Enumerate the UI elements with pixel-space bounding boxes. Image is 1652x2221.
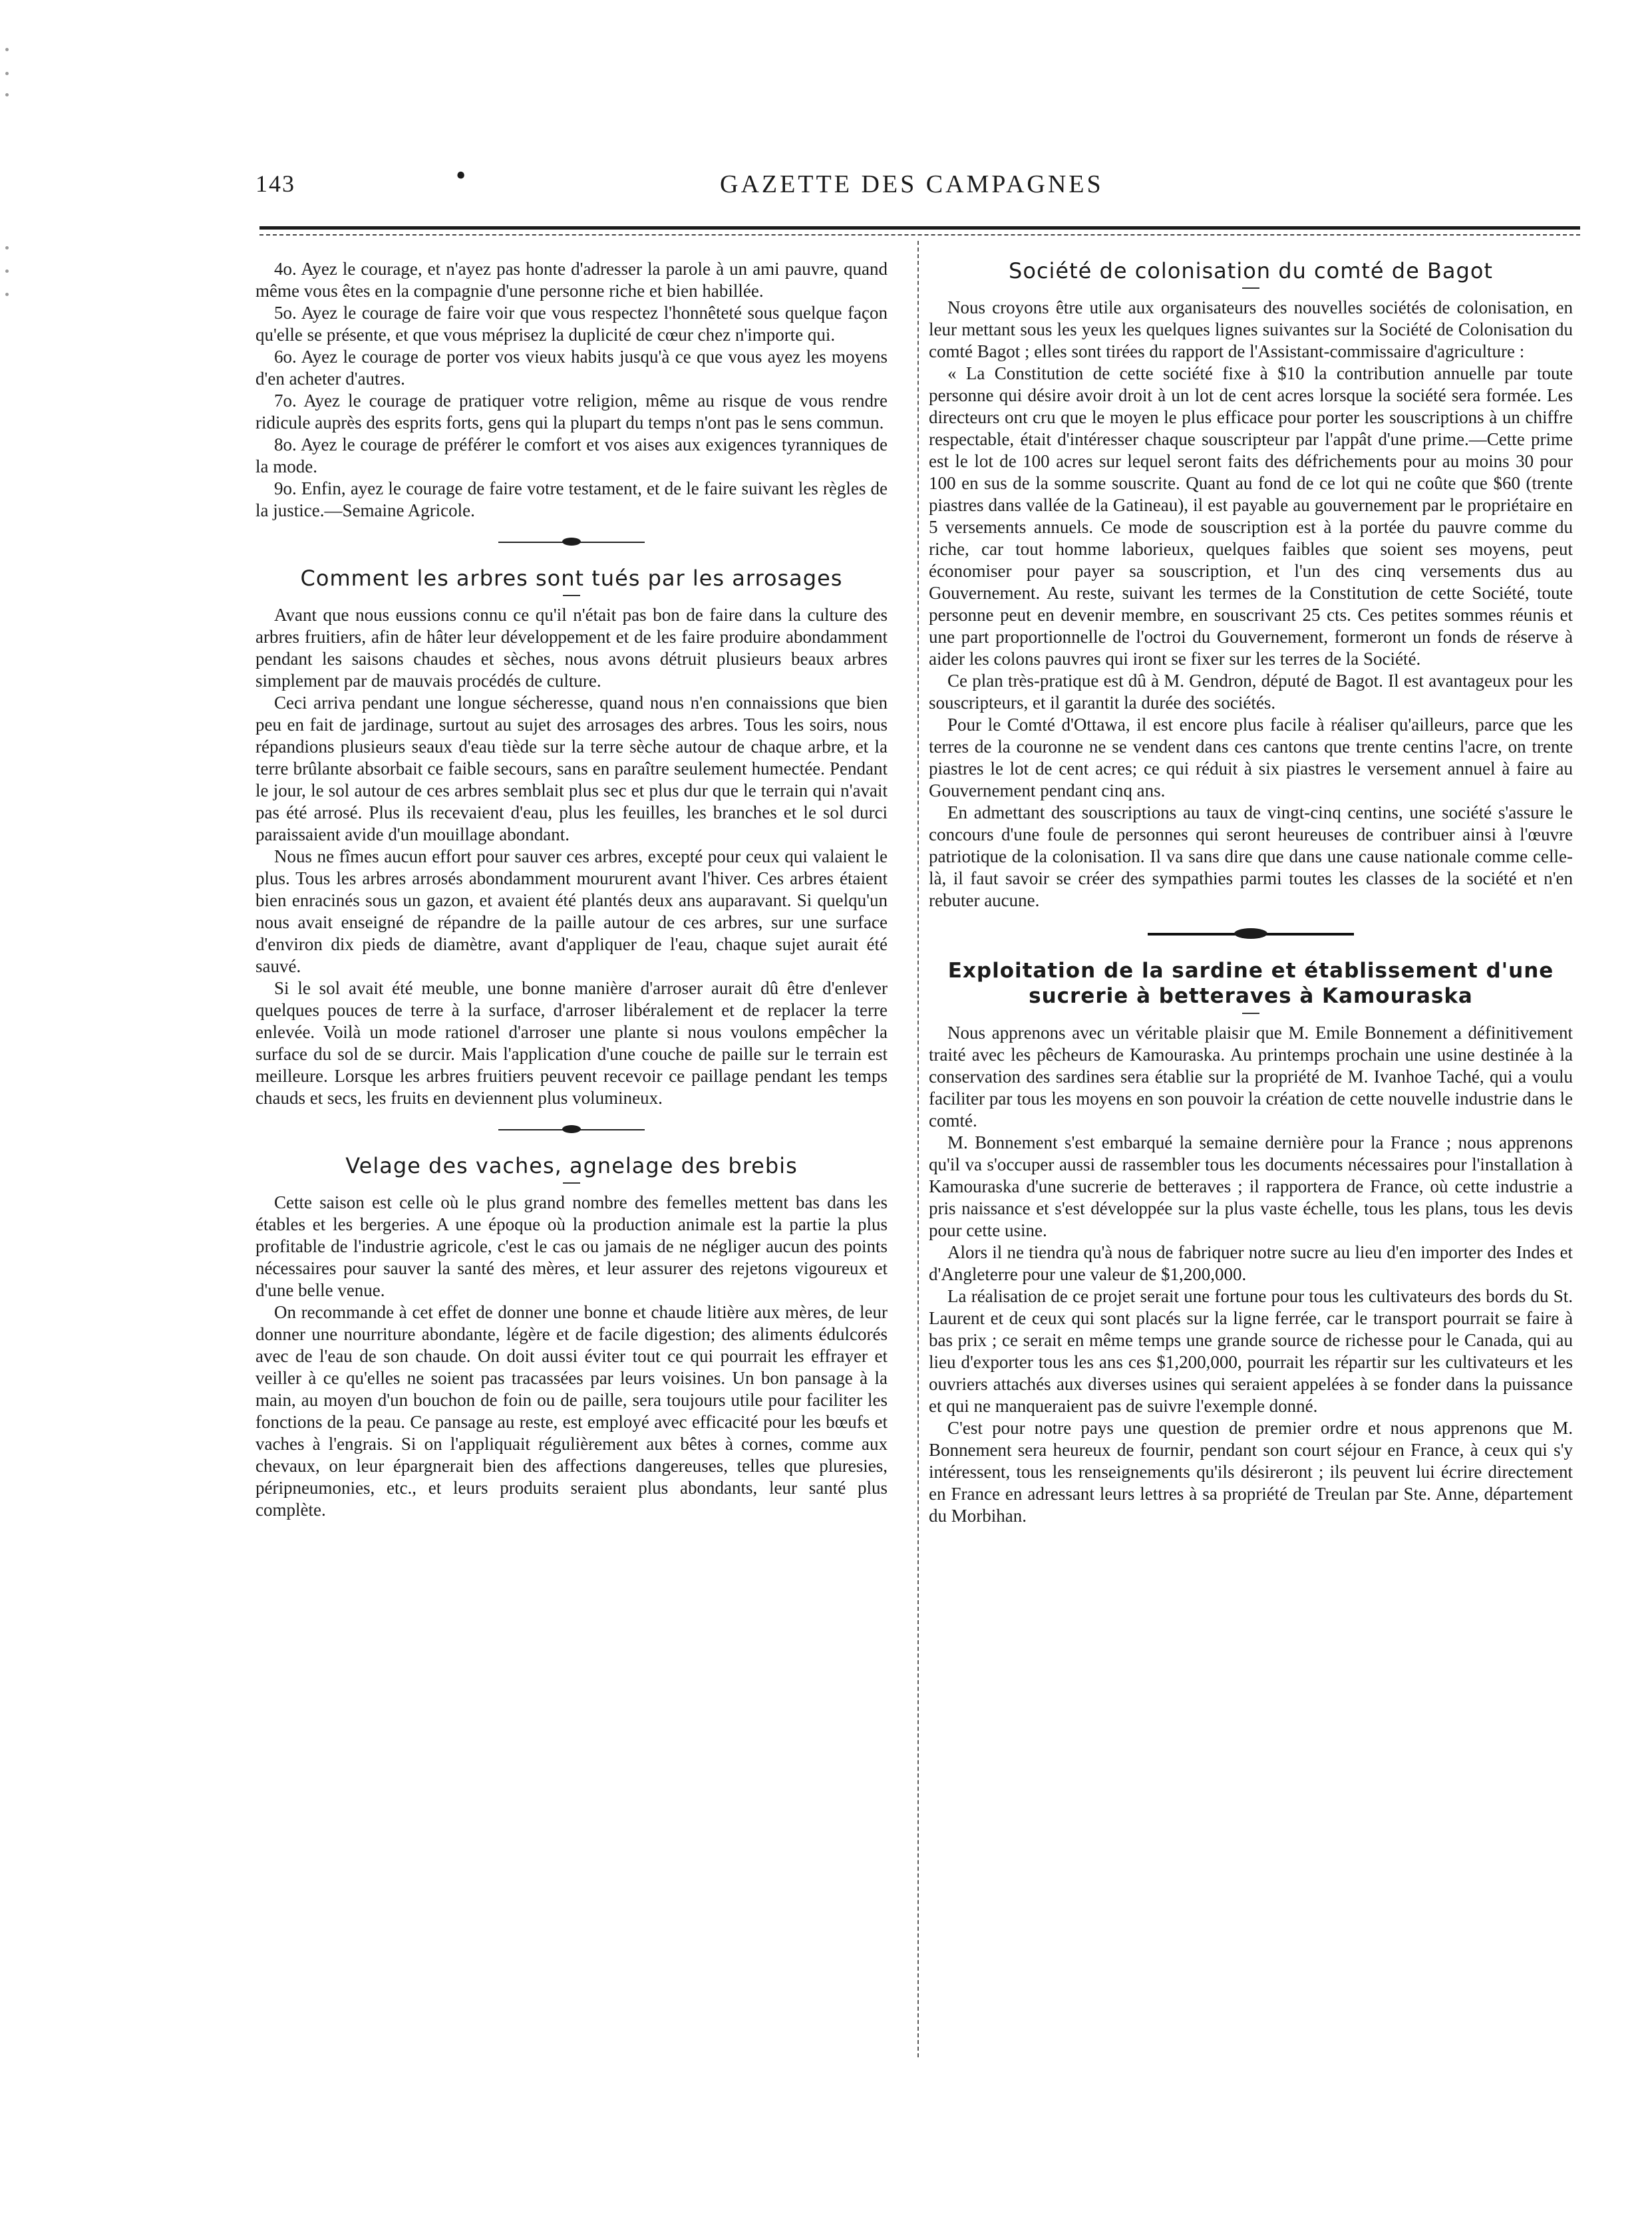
margin-speck [5, 269, 9, 273]
section-ornament [498, 1126, 645, 1133]
section-ornament [498, 539, 645, 546]
paragraph: M. Bonnement s'est embarqué la semaine dernière pour la France ; nous apprenons qu'il va s'occuper aussi de rassembler tous les documents nécessaires pour l'installation à Kamouraska d'une sucrerie de betteraves ; il rapportera de France, où cette industrie a pris naissance et s'est développée sur la plus vaste échelle, tous les plans, tous les devis pour cette usine. [929, 1132, 1573, 1240]
margin-speck [5, 93, 9, 96]
margin-speck [5, 246, 9, 250]
paragraph: Avant que nous eussions connu ce qu'il n'était pas bon de faire dans la culture des arbres fruitiers, afin de hâter leur développement et de les faire produire abondamment pendant les saisons chaudes et sèches, nous avons détruit plusieurs beaux arbres simplement par de mauvais procédés de culture. [255, 605, 888, 691]
paragraph: On recommande à cet effet de donner une bonne et chaude litière aux mères, de leur donner une nourriture abondante, légère et de facile digestion; des aliments édulcorés avec de l'eau de son chaude. On doit aussi éviter tout ce qui pourrait les effrayer et veiller à ce qu'elles ne soient pas tracassées par leurs voisines. Un bon pansage à la main, au moyen d'un bouchon de foin ou de paille, sera toujours utile pour faciliter les fonctions de la peau. Ce pansage au reste, est employé avec efficacité pour les bœufs et vaches à l'engrais. Si on l'appliquait régulièrement aux bêtes à cornes, comme aux chevaux, on leur épargnerait bien des affections dangereuses, telles que pluresies, péripneumonies, etc., et leurs produits seraient plus abondants, leur santé plus complète. [255, 1302, 888, 1520]
paragraph: C'est pour notre pays une question de premier ordre et nous apprenons que M. Bonnement sera heureux de fournir, pendant son court séjour en France, à ceux qui s'y intéressent, tous les renseignements qu'ils désireront ; ils peuvent lui écrire directement en France en adressant leurs lettres à sa propriété de Treulan par Ste. Anne, département du Morbihan. [929, 1418, 1573, 1526]
paragraph: Pour le Comté d'Ottawa, il est encore plus facile à réaliser qu'ailleurs, parce que les terres de la couronne ne se vendent dans ces cantons que trente centins l'acre, on trente piastres le lot de cent acres; ce qui réduit à six piastres le versement annuel à faire au Gouvernement pendant cinq ans. [929, 715, 1573, 800]
section-ornament [1148, 929, 1354, 938]
running-title: GAZETTE DES CAMPAGNES [720, 170, 1104, 198]
paragraph: Ceci arriva pendant une longue sécheresse, quand nous n'en connaissions que bien peu en fait de jardinage, surtout au sujet des arrosages des arbres. Tous les soirs, nous répandions plusieurs seaux d'eau tiède sur la terre sèche autour de chaque arbre, et la terre brûlante absorbait ce faible secours, sans en paraître seulement humectée. Pendant le jour, le sol autour de ces arbres semblait plus sec et plus dur que le terrain qui n'avait pas été arrosé. Plus ils recevaient d'eau, plus les feuilles, les branches et le sol durci paraissaient avide d'un mouillage abondant. [255, 693, 888, 844]
paragraph: En admettant des souscriptions au taux de vingt-cinq centins, une société s'assure le concours d'une foule de personnes qui seront heureuses de contribuer ainsi à l'œuvre patriotique de la colonisation. Il va sans dire que dans une cause nationale comme celle-là, il faut savoir se créer des sympathies parmi toutes les classes de la société et n'en rebuter aucune. [929, 802, 1573, 910]
article-title: Exploitation de la sardine et établissement d'une sucrerie à betteraves à Kamouraska [947, 959, 1554, 1008]
left-column [255, 258, 888, 1521]
margin-speck [5, 48, 9, 51]
paragraph: Nous croyons être utile aux organisateurs des nouvelles sociétés de colonisation, en leur mettant sous les yeux les quelques lignes suivantes sur la Société de Colonisation du comté Bagot ; elles sont tirées du rapport de l'Assistant-commissaire d'agriculture : [929, 297, 1573, 361]
margin-speck [5, 293, 9, 296]
paragraph: Ce plan très-pratique est dû à M. Gendron, député de Bagot. Il est avantageux pour les souscripteurs, et il garantit la durée des sociétés. [929, 671, 1573, 713]
margin-speck [5, 72, 9, 75]
page-header [255, 163, 1540, 207]
column-divider [917, 241, 919, 2057]
paragraph: Cette saison est celle où le plus grand nombre des femelles mettent bas dans les étables et les bergeries. A une époque où la production animale est la partie la plus profitable de l'industrie agricole, c'est le cas ou jamais de ne négliger aucun des points nécessaires pour sauver la santé des mères, et leur assurer des rejetons vigoureux et d'une belle venue. [255, 1192, 888, 1300]
right-column [929, 258, 1573, 1527]
paragraph: Alors il ne tiendra qu'à nous de fabriquer notre sucre au lieu d'en importer des Indes et d'Angleterre pour une valeur de $1,200,000. [929, 1242, 1573, 1284]
courage-list [255, 258, 888, 522]
article-title: Comment les arbres sont tués par les arrosages [300, 566, 843, 591]
list-item: 7o. Ayez le courage de pratiquer votre religion, même au risque de vous rendre ridicule auprès des esprits forts, gens qui la plupart du temps n'ont pas le sens commun. [255, 391, 888, 432]
list-item: 8o. Ayez le courage de préférer le comfort et vos aises aux exigences tyranniques de la mode. [255, 434, 888, 476]
paragraph: « La Constitution de cette société fixe à $10 la contribution annuelle par toute personne qui désire avoir droit à un lot de cent acres lorsque la société sera formée. Les directeurs ont cru que le moyen le plus efficace pour porter les souscriptions à un chiffre respectable, était d'intéresser chaque souscripteur par l'appât d'une prime.—Cette prime est le lot de 100 acres sur lequel seront faits des défrichements pour au moins 30 pour 100 en sus de la somme souscrite. Quant au fond de ce lot qui ne coûte que $60 (trente piastres dans vallée de la Gatineau), il est payable au gouvernement par le propriétaire en 5 versements annuels. Ce mode de souscription est à la portée du pauvre comme du riche, car tout homme laborieux, quelques faibles que soient ses moyens, peut économiser pour payer sa souscription, et l'un des cinq versements dus au Gouvernement. Au reste, suivant les termes de la Constitution de cette Société, toute personne peut en devenir membre, en souscrivant 25 cts. Ces petites sommes réunis et une part proportionnelle de l'octroi du Gouvernement, formeront un fonds de réserve à aider les colons pauvres qui iront se fixer sur les terres de la Société. [929, 363, 1573, 669]
title-dash [1242, 1013, 1259, 1014]
page-number: 143 [255, 170, 295, 197]
paragraph: La réalisation de ce projet serait une fortune pour tous les cultivateurs des bords du St. Laurent et de ceux qui sont placés sur la ligne ferrée, car le transport pourrait se faire à bas prix ; ce serait en même temps une grande source de richesse pour le Canada, qui au lieu d'exporter tous les ans ces $1,200,000, pourrait les répartir sur les cultivateurs et les ouvriers attachés aux diverses usines qui seraient appelées à se fonder dans la puissance et qui ne manqueraient pas de suivre l'exemple donné. [929, 1286, 1573, 1416]
article-bagot [929, 258, 1573, 912]
header-rule [259, 226, 1580, 230]
article-title: Velage des vaches, agnelage des brebis [345, 1153, 798, 1178]
title-dash [1242, 287, 1259, 289]
title-dash [563, 1182, 580, 1184]
list-item: 6o. Ayez le courage de porter vos vieux habits jusqu'à ce que vous ayez les moyens d'en acheter d'autres. [255, 347, 888, 389]
article-arrosages [255, 566, 888, 1109]
paragraph: Nous ne fîmes aucun effort pour sauver ces arbres, excepté pour ceux qui valaient le plus. Tous les arbres arrosés abondamment moururent avant l'hiver. Ces arbres étaient bien enracinés sous un gazon, et avaient été plantés deux ans auparavant. Si quelqu'un nous avait enseigné de répandre de la paille autour de ces arbres, sur une surface d'environ dix pieds de diamètre, avant d'appliquer de l'eau, chaque sujet aurait été sauvé. [255, 846, 888, 976]
list-item: 9o. Enfin, ayez le courage de faire votre testament, et de le faire suivant les règles de la justice.—Semaine Agricole. [255, 478, 888, 520]
list-item: 4o. Ayez le courage, et n'ayez pas honte d'adresser la parole à un ami pauvre, quand même vous êtes en la compagnie d'une personne riche et bien habillée. [255, 259, 888, 301]
article-title: Société de colonisation du comté de Bagot [1009, 258, 1493, 283]
header-rule-dashed [259, 234, 1580, 236]
article-sardine [929, 958, 1573, 1527]
paragraph: Nous apprenons avec un véritable plaisir que M. Emile Bonnement a définitivement traité avec les pêcheurs de Kamouraska. Au printemps prochain une usine destinée à la conservation des sardines sera établie sur la propriété de M. Ivanhoe Taché, qui a voulu faciliter par tous les moyens en son pouvoir la création de cette nouvelle industrie dans le comté. [929, 1023, 1573, 1130]
paragraph: Si le sol avait été meuble, une bonne manière d'arroser aurait dû être d'enlever quelques pouces de terre à la surface, d'arroser libéralement et de replacer la terre enlevée. Voilà un mode rationel d'arroser une plante si nous voulons empêcher la surface du sol de se durcir. Mais l'application d'une couche de paille sur le terrain est meilleure. Lorsque les arbres fruitiers peuvent recevoir ce paillage pendant les temps chauds et secs, les fruits en deviennent plus volumineux. [255, 978, 888, 1108]
list-item: 5o. Ayez le courage de faire voir que vous respectez l'honnêteté sous quelque façon qu'elle se présente, et que vous méprisez la duplicité de cœur chez n'importe qui. [255, 303, 888, 345]
article-velage [255, 1153, 888, 1521]
title-dash [563, 595, 580, 596]
header-separator: • [454, 163, 468, 190]
